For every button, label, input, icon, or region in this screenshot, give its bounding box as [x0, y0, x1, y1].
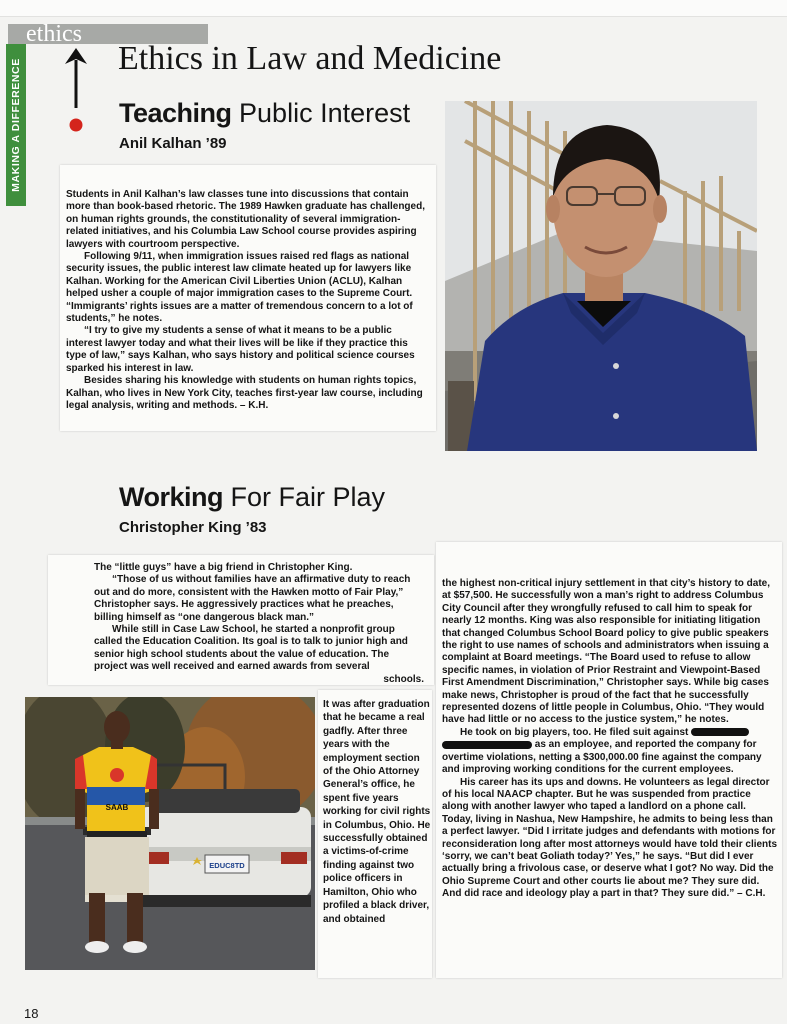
article2-intro-paragraph: “Those of us without families have an affirmative duty to reach out and do more, consistent with the Hawken motto of Fair Play,” Christopher says. He aggressively practices what he preaches, billing himself as “one dangerous black man.”: [94, 574, 411, 623]
article2-intro-paragraph: While still in Case Law School, he started a nonprofit group called the Education Coalition. Its goal is to talk to junior high and senior high school students about the value of education. The project was well received and earned awards from several: [94, 624, 408, 673]
article1-paragraph: “I try to give my students a sense of what it means to be a public interest lawyer today and what their lives will be like if they practice this type of law,” says Kalhan, who says history and political science courses sparked his interest in law.: [66, 325, 415, 374]
redaction-mark: [691, 728, 749, 736]
article1-body: [66, 189, 430, 412]
article1-paragraph: Following 9/11, when immigration issues raised red flags as national security issues, the public interest law climate heated up for lawyers like Kalhan. Working for the American Civil Liberties Union (ACLU), Kalhan helped usher a couple of major immigration cases to the Supreme Court. “Immigrants’ rights issues are a matter of tremendous concern to a lot of students,” he notes.: [66, 251, 413, 325]
king-photo: [25, 697, 315, 970]
article2-intro-paragraph: The “little guys” have a big friend in Christopher King.: [94, 562, 353, 573]
article2-right-paragraph: the highest non-critical injury settlement in that city’s history to date, at $57,500. He successfully won a man’s right to address Columbus City Council after they wrongfully refused to call him to speak for nearly 12 months. King was also responsible for initiating litigation that changed Columbus School Board policy to give public speakers the right to use names of schools and administrators when issuing a complaint at Board meetings. “The Board used to refuse to allow specific names, in violation of Prior Restraint and Viewpoint-Based First Amendment Discrimination,” Christopher says. While big cases make news, Christopher is proud of the fact that he successfully represented dozens of little people in Columbus, Ohio. “They would have had little or no access to the justice system,” he notes.: [442, 578, 771, 726]
article2-intro-paragraph: schools.: [383, 673, 424, 685]
article2-middle-paragraph: It was after graduation that he became a real gadfly. After three years with the employment section of the Ohio Attorney General’s office, he spent five years working for civil rights in Columbus, Ohio. He successfully obtained a victims-of-crime finding against two police officers in Hamilton, Ohio who profiled a black driver, and obtained: [323, 699, 431, 925]
article2-right-paragraph: [442, 727, 778, 777]
article1-headline: [119, 98, 410, 129]
king-photo-image: [25, 697, 315, 970]
exclamation-icon: [60, 46, 94, 138]
article1-paragraph: Besides sharing his knowledge with students on human rights topics, Kalhan, who lives in New York City, teaches first-year law course, including legal analysis, writing and methods. – K.H.: [66, 375, 423, 411]
article2-headline-rest: For Fair Play: [223, 482, 386, 512]
article2-headline-bold: Working: [119, 482, 223, 512]
article2-byline: Christopher King ’83: [119, 519, 267, 536]
redaction-mark: [442, 741, 532, 749]
side-tab: [6, 44, 26, 206]
took-on-text: He took on big players, too. He filed suit against: [460, 726, 689, 738]
section-tag: ethics: [8, 24, 208, 44]
article2-right-paragraph: His career has its ups and downs. He volunteers as legal director of his local NAACP chapter. But he was suspended from practice along with another lawyer who taped a landlord on a phone call. Today, living in Nashua, New Hampshire, he admits to being less than a perfect lawyer. “Did I irritate judges and defendants with motions for reconsideration long after most attorneys would have told their clients ‘sorry, we can’t beat Goliath today?’ Yes,” he says. “But did I ever actually bring a frivolous case, or deserve what I got? No way. Did the Ohio Supreme Court and other courts lie about me? They sure did. And did race and ideology play a part in that? They sure did.” – C.H.: [442, 776, 778, 900]
kalhan-photo-image: [445, 101, 757, 451]
kalhan-photo: [445, 101, 757, 451]
license-plate-text: EDUC8TD: [209, 861, 245, 870]
article2-right-column: [442, 578, 778, 901]
took-on-text-continued: as an employee, and reported the company for overtime violations, netting a $300,000.00 fine against the company and improving working conditions for the current employees.: [442, 739, 762, 776]
article1-byline: Anil Kalhan ’89: [119, 135, 227, 152]
article2-headline: [119, 482, 385, 513]
page-number: 18: [24, 1006, 39, 1021]
article1-headline-rest: Public Interest: [231, 98, 411, 128]
article2-intro: [94, 562, 424, 686]
top-strip: [0, 0, 787, 17]
side-tab-label: MAKING A DIFFERENCE: [10, 58, 22, 192]
shirt-text: SAAB: [105, 803, 129, 812]
page-title: Ethics in Law and Medicine: [118, 40, 502, 77]
article1-paragraph: Students in Anil Kalhan’s law classes tune into discussions that contain more than book-based rhetoric. The 1989 Hawken graduate has challenged, on human rights grounds, the constitutionality of several immigration-related initiatives, and his Columbia Law School course provides aspiring lawyers with courtroom perspective.: [66, 189, 425, 250]
article1-headline-bold: Teaching: [119, 98, 232, 128]
article2-middle-column: [323, 698, 431, 926]
